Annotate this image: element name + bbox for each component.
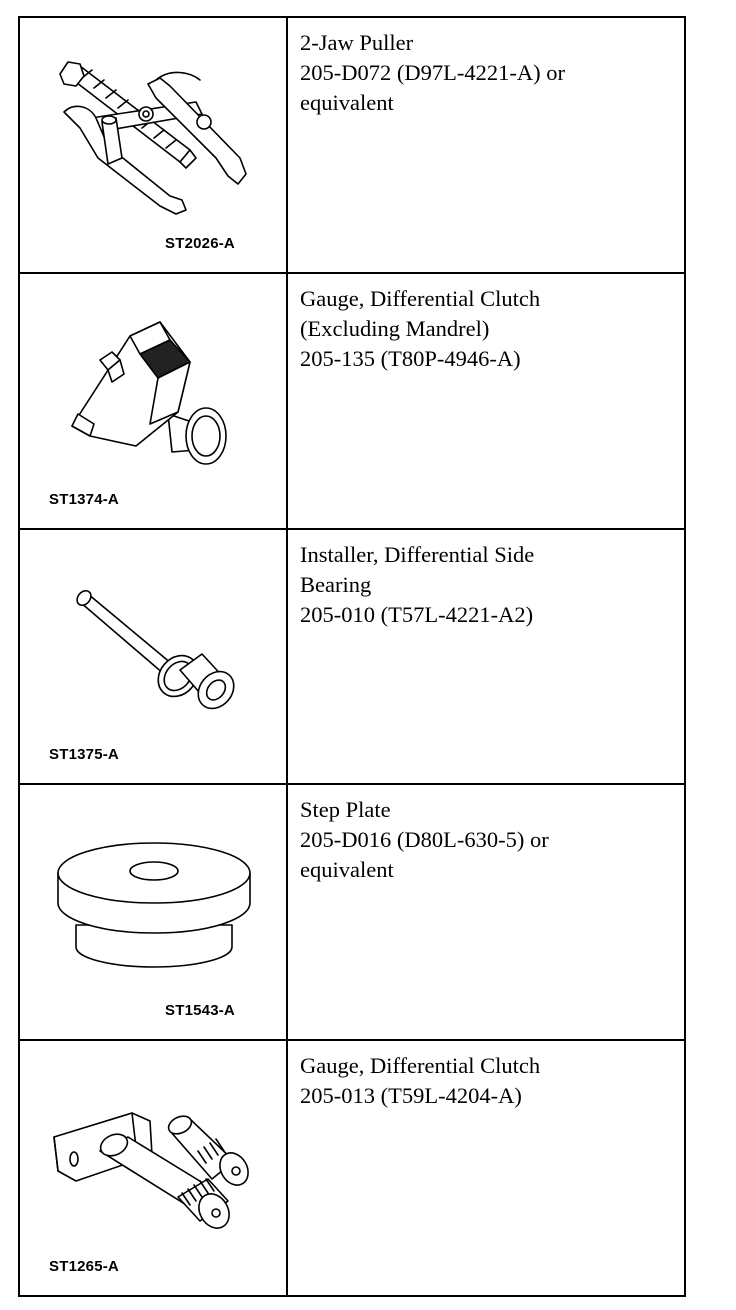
tool-illustration-cell — [20, 1041, 288, 1295]
tool-illustration-cell — [20, 530, 288, 784]
tool-part-number: 205-010 (T57L-4221-A2) — [300, 601, 534, 627]
tool-name: Gauge, Differential Clutch — [300, 285, 541, 311]
tool-note: (Excluding Mandrel) — [300, 315, 490, 341]
tool-row — [20, 1041, 684, 1295]
reference-code: ST1374-A — [49, 490, 119, 508]
tool-row — [20, 785, 684, 1041]
tool-name: Gauge, Differential Clutch — [300, 1053, 541, 1079]
tool-illustration-cell — [20, 18, 288, 272]
tool-description — [288, 274, 684, 528]
tool-note: equivalent — [300, 857, 394, 883]
tool-note: equivalent — [300, 90, 394, 115]
tool-description — [288, 785, 684, 1039]
tool-description — [288, 18, 684, 272]
reference-code: ST1265-A — [49, 1257, 119, 1275]
tool-part-number: 205-135 (T80P-4946-A) — [300, 345, 521, 371]
tool-illustration-cell — [20, 785, 288, 1039]
tool-row — [20, 274, 684, 530]
tool-name: Step Plate — [300, 797, 391, 823]
tool-part-number: 205-D016 (D80L-630-5) or — [300, 827, 549, 853]
tool-name-continued: Bearing — [300, 571, 372, 597]
two-jaw-puller-icon — [20, 18, 286, 272]
tool-description — [288, 1041, 684, 1295]
tool-name: Installer, Differential Side — [300, 541, 535, 567]
reference-code: ST1375-A — [49, 746, 119, 764]
tool-part-number: 205-013 (T59L-4204-A) — [300, 1083, 522, 1109]
reference-code: ST1543-A — [165, 1002, 235, 1020]
tool-illustration-cell — [20, 274, 288, 528]
tool-row — [20, 530, 684, 786]
reference-code: ST2026-A — [165, 234, 235, 252]
tool-row — [20, 18, 684, 274]
step-plate-icon — [20, 785, 286, 1039]
special-tools-table — [18, 16, 686, 1297]
tool-name: 2-Jaw Puller — [300, 30, 414, 55]
tool-description — [288, 530, 684, 784]
tool-part-number: 205-D072 (D97L-4221-A) or — [300, 60, 565, 85]
